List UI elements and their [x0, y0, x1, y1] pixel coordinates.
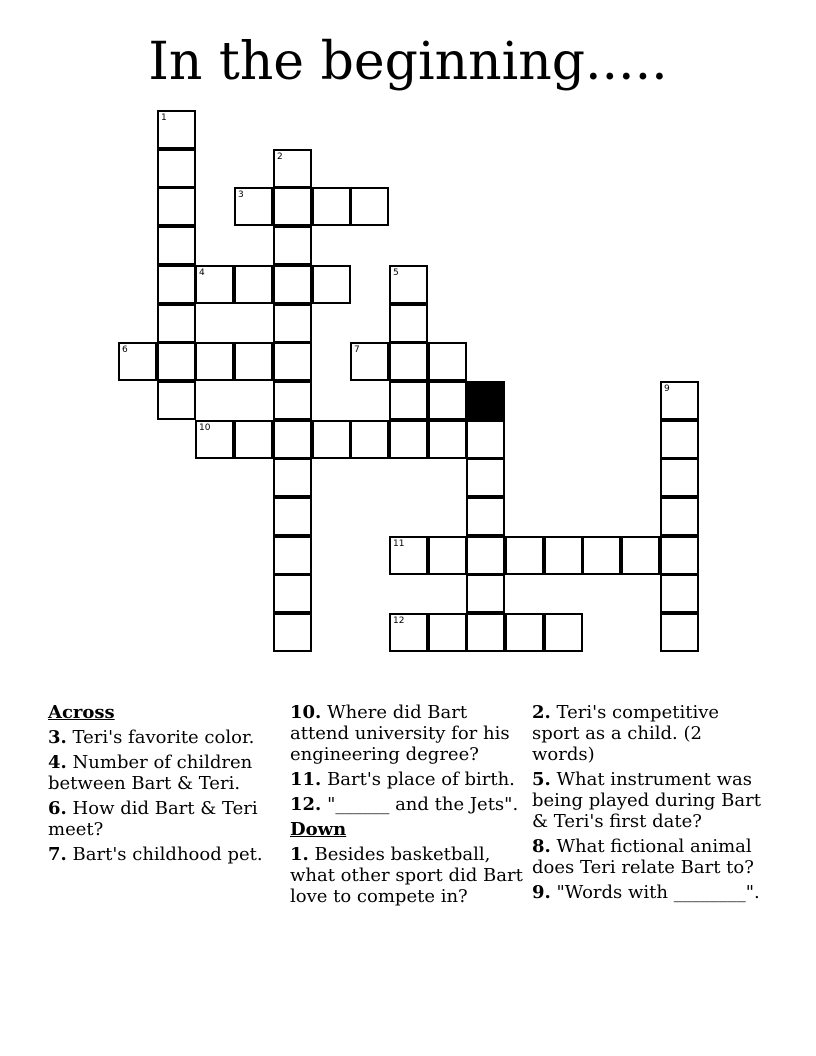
crossword-cell[interactable]	[660, 497, 699, 536]
crossword-cell[interactable]	[660, 574, 699, 613]
crossword-cell[interactable]	[312, 420, 351, 459]
crossword-cell[interactable]	[428, 381, 467, 420]
crossword-cell[interactable]	[505, 613, 544, 652]
clue-column-3	[532, 702, 767, 907]
crossword-cell[interactable]	[273, 536, 312, 575]
crossword-cell[interactable]	[621, 536, 660, 575]
clue-number-label: 11	[393, 539, 405, 549]
clue-text: Where did Bart attend university for his engineering degree?	[290, 702, 510, 765]
crossword-cell[interactable]	[157, 149, 196, 188]
clue-number: 1.	[290, 844, 309, 865]
clue-down-9	[532, 882, 767, 903]
crossword-cell[interactable]	[389, 342, 428, 381]
crossword-cell[interactable]	[466, 536, 505, 575]
clue-text: Bart's place of birth.	[327, 769, 515, 790]
clue-number-label: 5	[393, 268, 399, 278]
crossword-cell[interactable]	[466, 458, 505, 497]
clue-number: 9.	[532, 882, 551, 903]
crossword-cell[interactable]	[157, 187, 196, 226]
across-heading: Across	[48, 702, 115, 723]
crossword-cell[interactable]	[582, 536, 621, 575]
crossword-cell[interactable]	[660, 613, 699, 652]
crossword-cell[interactable]	[660, 536, 699, 575]
crossword-cell[interactable]	[118, 342, 157, 381]
clue-number-label: 1	[161, 113, 167, 123]
clue-across-10	[290, 702, 525, 765]
crossword-cell[interactable]	[428, 342, 467, 381]
crossword-cell[interactable]	[389, 613, 428, 652]
clue-number-label: 12	[393, 616, 405, 626]
crossword-cell[interactable]	[389, 420, 428, 459]
clue-number-label: 4	[199, 268, 205, 278]
crossword-cell[interactable]	[389, 304, 428, 343]
crossword-cell[interactable]	[273, 458, 312, 497]
crossword-cell[interactable]	[273, 149, 312, 188]
crossword-cell[interactable]	[273, 613, 312, 652]
clue-number: 4.	[48, 752, 67, 773]
clue-text: Number of children between Bart & Teri.	[48, 752, 253, 794]
clue-across-7	[48, 844, 283, 865]
clue-number: 8.	[532, 836, 551, 857]
clue-text: Teri's favorite color.	[72, 727, 255, 748]
down-heading: Down	[290, 819, 347, 840]
clue-across-11	[290, 769, 525, 790]
crossword-cell[interactable]	[273, 226, 312, 265]
crossword-cell[interactable]	[273, 381, 312, 420]
clue-number-label: 9	[664, 384, 670, 394]
crossword-cell[interactable]	[428, 613, 467, 652]
crossword-cell[interactable]	[195, 420, 234, 459]
crossword-cell[interactable]	[157, 110, 196, 149]
clue-down-2	[532, 702, 767, 765]
crossword-cell[interactable]	[544, 613, 583, 652]
clue-column-1	[48, 702, 283, 869]
clue-number-label: 10	[199, 423, 211, 433]
crossword-cell[interactable]	[273, 304, 312, 343]
clue-down-8	[532, 836, 767, 878]
crossword-cell[interactable]	[350, 342, 389, 381]
crossword-cell[interactable]	[350, 420, 389, 459]
puzzle-title: In the beginning.....	[148, 32, 668, 92]
crossword-cell[interactable]	[234, 187, 273, 226]
crossword-cell[interactable]	[544, 536, 583, 575]
clue-number-label: 6	[122, 345, 128, 355]
clue-across-12	[290, 794, 525, 815]
crossword-cell[interactable]	[428, 536, 467, 575]
crossword-cell[interactable]	[389, 381, 428, 420]
clue-down-1	[290, 844, 525, 907]
crossword-cell[interactable]	[157, 342, 196, 381]
crossword-cell[interactable]	[466, 613, 505, 652]
clue-text: Teri's competitive sport as a child. (2 words)	[532, 702, 720, 765]
crossword-cell[interactable]	[157, 304, 196, 343]
crossword-black-cell	[466, 381, 505, 420]
clue-text: Besides basketball, what other sport did Bart love to compete in?	[290, 844, 523, 907]
clue-number: 12.	[290, 794, 322, 815]
crossword-cell[interactable]	[428, 420, 467, 459]
clue-number: 11.	[290, 769, 322, 790]
crossword-cell[interactable]	[660, 420, 699, 459]
crossword-cell[interactable]	[157, 381, 196, 420]
crossword-cell[interactable]	[660, 381, 699, 420]
crossword-cell[interactable]	[273, 497, 312, 536]
clue-number: 2.	[532, 702, 551, 723]
clue-text: What instrument was being played during Bart & Teri's first date?	[532, 769, 761, 832]
crossword-cell[interactable]	[273, 265, 312, 304]
clue-number: 6.	[48, 798, 67, 819]
clue-number-label: 7	[354, 345, 360, 355]
crossword-cell[interactable]	[350, 187, 389, 226]
clue-text: "Words with ________".	[556, 882, 760, 903]
crossword-cell[interactable]	[312, 187, 351, 226]
clue-column-2	[290, 702, 525, 911]
crossword-cell[interactable]	[273, 187, 312, 226]
clue-number: 3.	[48, 727, 67, 748]
clue-number: 7.	[48, 844, 67, 865]
crossword-cell[interactable]	[389, 265, 428, 304]
crossword-cell[interactable]	[195, 265, 234, 304]
crossword-cell[interactable]	[157, 265, 196, 304]
clue-text: "______ and the Jets".	[327, 794, 519, 815]
crossword-cell[interactable]	[389, 536, 428, 575]
clue-number-label: 3	[238, 190, 244, 200]
clue-number: 10.	[290, 702, 322, 723]
clue-number: 5.	[532, 769, 551, 790]
clue-number-label: 2	[277, 152, 283, 162]
crossword-cell[interactable]	[273, 574, 312, 613]
crossword-cell[interactable]	[195, 342, 234, 381]
crossword-cell[interactable]	[273, 342, 312, 381]
crossword-cell[interactable]	[157, 226, 196, 265]
crossword-cell[interactable]	[660, 458, 699, 497]
crossword-cell[interactable]	[466, 574, 505, 613]
crossword-cell[interactable]	[234, 342, 273, 381]
crossword-cell[interactable]	[273, 420, 312, 459]
crossword-cell[interactable]	[466, 497, 505, 536]
clue-text: Bart's childhood pet.	[72, 844, 263, 865]
crossword-cell[interactable]	[234, 265, 273, 304]
clue-across-4	[48, 752, 283, 794]
clue-across-3	[48, 727, 283, 748]
crossword-cell[interactable]	[312, 265, 351, 304]
clue-text: What fictional animal does Teri relate Bart to?	[532, 836, 754, 878]
clue-down-5	[532, 769, 767, 832]
crossword-cell[interactable]	[234, 420, 273, 459]
crossword-cell[interactable]	[466, 420, 505, 459]
crossword-cell[interactable]	[505, 536, 544, 575]
clue-across-6	[48, 798, 283, 840]
clue-text: How did Bart & Teri meet?	[48, 798, 258, 840]
